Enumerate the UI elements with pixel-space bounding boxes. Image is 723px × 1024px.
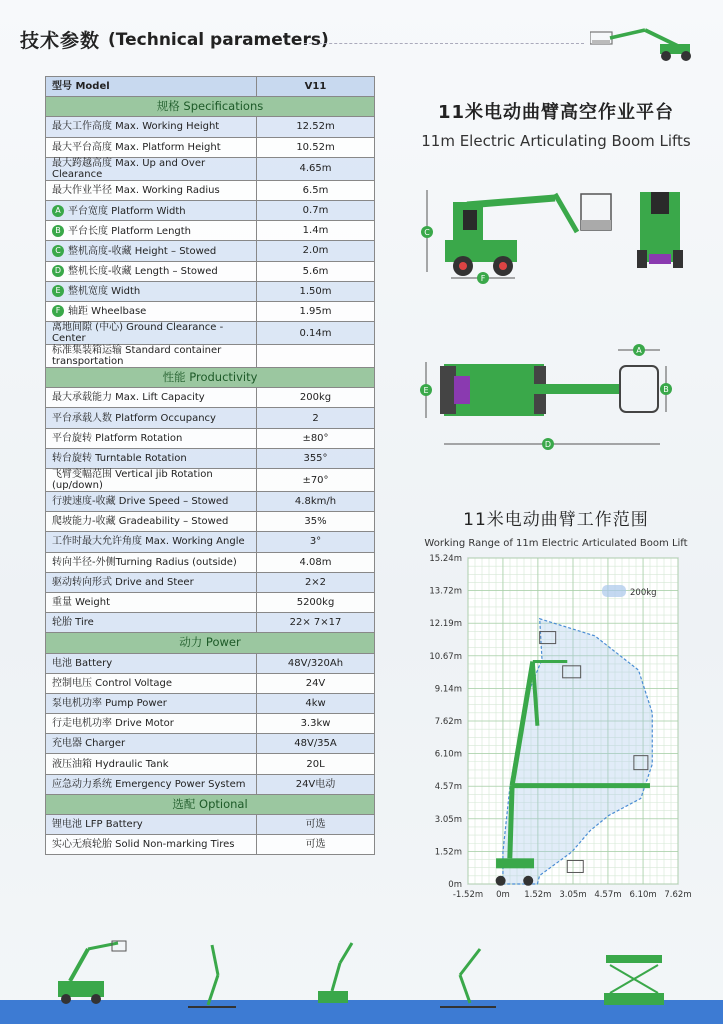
spec-row (46, 572, 375, 592)
spec-value: 200kg (257, 388, 375, 408)
spec-value: 6.5m (257, 180, 375, 200)
spec-row (46, 408, 375, 428)
spec-label: 整机宽度 Width (68, 286, 141, 298)
spec-label-cell (46, 301, 257, 321)
dim-c-label: C (424, 228, 430, 237)
spec-row (46, 301, 375, 321)
spec-label: 最大跨越高度 Max. Up and Over Clearance (52, 157, 206, 180)
spec-label: 行驶速度-收藏 Drive Speed – Stowed (52, 496, 229, 508)
spec-label-cell (46, 157, 257, 180)
y-tick-label: 15.24m (429, 554, 462, 564)
spec-label: 轴距 Wheelbase (68, 306, 147, 318)
side-view-drawing (405, 180, 705, 290)
spec-label: 离地间隙 (中心) Ground Clearance - Center (52, 322, 224, 345)
x-tick-label: 6.10m (629, 890, 657, 900)
spec-label: 平台承载人数 Platform Occupancy (52, 412, 216, 424)
spec-label: 平台长度 Platform Length (68, 225, 192, 237)
spec-row (46, 653, 375, 673)
spec-value: 2.0m (257, 241, 375, 261)
dim-f-label: F (480, 274, 486, 283)
spec-label: 应急动力系统 Emergency Power System (52, 778, 246, 790)
spec-row (46, 673, 375, 693)
spec-value: 4.65m (257, 157, 375, 180)
spec-label: 锂电池 LFP Battery (52, 819, 143, 831)
spec-value: 可选 (257, 835, 375, 855)
spec-label: 充电器 Charger (52, 738, 126, 750)
y-tick-label: 12.19m (429, 619, 462, 630)
spec-label-cell (46, 469, 257, 492)
dimension-marker-icon: F (52, 305, 64, 317)
spec-row (46, 137, 375, 157)
section-title: 规格 Specifications (46, 97, 375, 117)
spec-label-cell (46, 345, 257, 368)
spec-label: 驱动转向形式 Drive and Steer (52, 576, 194, 588)
spec-row (46, 734, 375, 754)
y-tick-label: 7.62m (434, 717, 462, 727)
spec-label-cell (46, 200, 257, 220)
spec-row (46, 613, 375, 633)
machine-wheel (496, 876, 506, 886)
range-title-en: Working Range of 11m Electric Articulated Boom Lift (424, 538, 688, 549)
spec-label-cell (46, 428, 257, 448)
spec-value: 3° (257, 532, 375, 552)
spec-value: 20L (257, 754, 375, 774)
spec-row (46, 693, 375, 713)
spec-label: 爬坡能力-收藏 Gradeability – Stowed (52, 516, 229, 528)
spec-value: 48V/320Ah (257, 653, 375, 673)
spec-value: 2×2 (257, 572, 375, 592)
spec-label-cell (46, 388, 257, 408)
range-title-cn: 11米电动曲臂工作范围 (463, 510, 649, 530)
spec-label: 液压油箱 Hydraulic Tank (52, 758, 169, 770)
model-label: 型号 Model (46, 77, 257, 97)
spec-row (46, 815, 375, 835)
spec-row (46, 157, 375, 180)
header-title-en: (Technical parameters) (108, 29, 329, 50)
spec-value: 3.3kw (257, 714, 375, 734)
spec-label-cell (46, 774, 257, 794)
spec-value: 0.14m (257, 322, 375, 345)
spec-value: 355° (257, 448, 375, 468)
header-boom-lift-image (590, 24, 700, 62)
machine-wheel (523, 876, 533, 886)
y-tick-label: 10.67m (429, 651, 462, 662)
spec-label: 工作时最大允许角度 Max. Working Angle (52, 536, 245, 548)
x-tick-label: 7.62m (664, 890, 692, 900)
spec-row (46, 592, 375, 612)
spec-label-cell (46, 815, 257, 835)
x-tick-label: 1.52m (524, 890, 552, 900)
spec-row (46, 552, 375, 572)
spec-value: 22× 7×17 (257, 613, 375, 633)
side-view-title (396, 98, 716, 150)
spec-label: 最大承载能力 Max. Lift Capacity (52, 392, 205, 404)
product-image-2 (188, 945, 236, 1007)
x-tick-label: 4.57m (594, 890, 622, 900)
x-tick-label: 3.05m (559, 890, 587, 900)
spec-value: 5200kg (257, 592, 375, 612)
spec-value: 5.6m (257, 261, 375, 281)
side-view-title-cn: 11米电动曲臂高空作业平台 (437, 102, 675, 123)
working-range-chart (420, 550, 710, 905)
section-header (46, 368, 375, 388)
spec-label: 轮胎 Tire (52, 617, 94, 629)
section-header (46, 633, 375, 653)
spec-row (46, 180, 375, 200)
spec-label-cell (46, 408, 257, 428)
dimension-marker-icon: B (52, 225, 64, 237)
spec-label: 实心无痕轮胎 Solid Non-marking Tires (52, 839, 235, 851)
spec-row (46, 512, 375, 532)
side-view-title-en: 11m Electric Articulating Boom Lifts (421, 132, 691, 150)
spec-label-cell (46, 221, 257, 241)
product-image-3 (318, 943, 352, 1003)
spec-row (46, 532, 375, 552)
spec-label: 平台旋转 Platform Rotation (52, 432, 183, 444)
spec-label-cell (46, 261, 257, 281)
spec-row (46, 221, 375, 241)
spec-value: 4kw (257, 693, 375, 713)
section-header (46, 794, 375, 814)
spec-value: 1.50m (257, 281, 375, 301)
spec-label: 整机高度-收藏 Height – Stowed (68, 245, 217, 257)
spec-value: 可选 (257, 815, 375, 835)
spec-value: 4.08m (257, 552, 375, 572)
spec-label: 整机长度-收藏 Length – Stowed (68, 266, 218, 278)
product-image-1 (58, 941, 126, 1004)
spec-label-cell (46, 492, 257, 512)
spec-row (46, 835, 375, 855)
spec-value: ±70° (257, 469, 375, 492)
spec-row (46, 345, 375, 368)
boom-lower-arm (510, 786, 512, 859)
spec-row (46, 714, 375, 734)
spec-label-cell (46, 512, 257, 532)
spec-value: 0.7m (257, 200, 375, 220)
section-header (46, 97, 375, 117)
spec-value: 12.52m (257, 117, 375, 137)
spec-row (46, 448, 375, 468)
product-image-5 (604, 955, 664, 1005)
spec-row (46, 754, 375, 774)
spec-label: 最大作业半径 Max. Working Radius (52, 184, 220, 196)
spec-label-cell (46, 613, 257, 633)
legend-label: 200kg (630, 588, 657, 598)
spec-row (46, 774, 375, 794)
spec-row (46, 281, 375, 301)
dim-e-label: E (423, 386, 429, 395)
section-title: 动力 Power (46, 633, 375, 653)
table-header-row (46, 77, 375, 97)
y-tick-label: 4.57m (434, 782, 462, 793)
spec-label-cell (46, 532, 257, 552)
spec-label-cell (46, 180, 257, 200)
dim-d-label: D (544, 440, 552, 449)
spec-value: 4.8km/h (257, 492, 375, 512)
spec-row (46, 388, 375, 408)
dimension-marker-icon: D (52, 265, 64, 277)
x-tick-label: -1.52m (452, 890, 484, 900)
spec-value: 1.4m (257, 221, 375, 241)
spec-label: 转向半径-外侧Turning Radius (outside) (52, 556, 237, 568)
section-title: 选配 Optional (46, 794, 375, 814)
product-image-4 (440, 949, 496, 1007)
spec-row (46, 261, 375, 281)
spec-label-cell (46, 754, 257, 774)
spec-row (46, 117, 375, 137)
top-view-drawing (410, 340, 710, 460)
spec-value: 2 (257, 408, 375, 428)
spec-label: 平台宽度 Platform Width (68, 205, 186, 217)
spec-label-cell (46, 137, 257, 157)
spec-value: 1.95m (257, 301, 375, 321)
dim-b-label: B (663, 385, 669, 394)
spec-label-cell (46, 117, 257, 137)
spec-label-cell (46, 673, 257, 693)
spec-label: 标准集装箱运输 Standard container transportation (52, 345, 222, 368)
spec-label: 飞臂变幅范围 Vertical jib Rotation (up/down) (52, 469, 213, 491)
model-value: V11 (257, 77, 375, 97)
spec-table (45, 76, 375, 855)
spec-row (46, 200, 375, 220)
spec-label-cell (46, 592, 257, 612)
spec-label: 重量 Weight (52, 597, 111, 609)
spec-label-cell (46, 693, 257, 713)
spec-label: 控制电压 Control Voltage (52, 677, 173, 689)
dimension-marker-icon: A (52, 205, 64, 217)
spec-label: 最大工作高度 Max. Working Height (52, 121, 220, 133)
y-tick-label: 6.10m (434, 749, 462, 760)
dim-a-label: A (636, 346, 642, 355)
spec-label-cell (46, 322, 257, 345)
y-tick-label: 9.14m (434, 684, 462, 695)
spec-row (46, 241, 375, 261)
spec-value: 48V/35A (257, 734, 375, 754)
legend-swatch (602, 585, 626, 597)
y-tick-label: 1.52m (434, 847, 462, 858)
spec-label: 行走电机功率 Drive Motor (52, 718, 174, 730)
x-tick-label: 0m (496, 890, 510, 900)
header-title-cn: 技术参数 (20, 30, 101, 52)
spec-value: ±80° (257, 428, 375, 448)
spec-value: 35% (257, 512, 375, 532)
spec-row (46, 322, 375, 345)
spec-label: 电池 Battery (52, 657, 113, 669)
dimension-marker-icon: C (52, 245, 64, 257)
spec-label-cell (46, 572, 257, 592)
spec-row (46, 492, 375, 512)
range-title (396, 505, 716, 549)
spec-row (46, 428, 375, 448)
spec-value: 24V电动 (257, 774, 375, 794)
spec-value (257, 345, 375, 368)
spec-label: 最大平台高度 Max. Platform Height (52, 141, 221, 153)
page-header (20, 26, 329, 53)
y-tick-label: 13.72m (429, 586, 462, 597)
y-tick-label: 0m (448, 880, 462, 890)
spec-label-cell (46, 835, 257, 855)
spec-label-cell (46, 734, 257, 754)
spec-value: 24V (257, 673, 375, 693)
spec-label-cell (46, 714, 257, 734)
spec-label-cell (46, 448, 257, 468)
spec-label-cell (46, 653, 257, 673)
spec-value: 10.52m (257, 137, 375, 157)
spec-label-cell (46, 552, 257, 572)
machine-chassis (496, 858, 534, 868)
spec-label: 泵电机功率 Pump Power (52, 697, 167, 709)
dimension-marker-icon: E (52, 285, 64, 297)
spec-label: 转台旋转 Turntable Rotation (52, 452, 187, 464)
y-tick-label: 3.05m (434, 814, 462, 825)
section-title: 性能 Productivity (46, 368, 375, 388)
spec-label-cell (46, 241, 257, 261)
spec-label-cell (46, 281, 257, 301)
header-divider (304, 43, 584, 44)
spec-row (46, 469, 375, 492)
product-lineup-images (40, 935, 680, 1015)
